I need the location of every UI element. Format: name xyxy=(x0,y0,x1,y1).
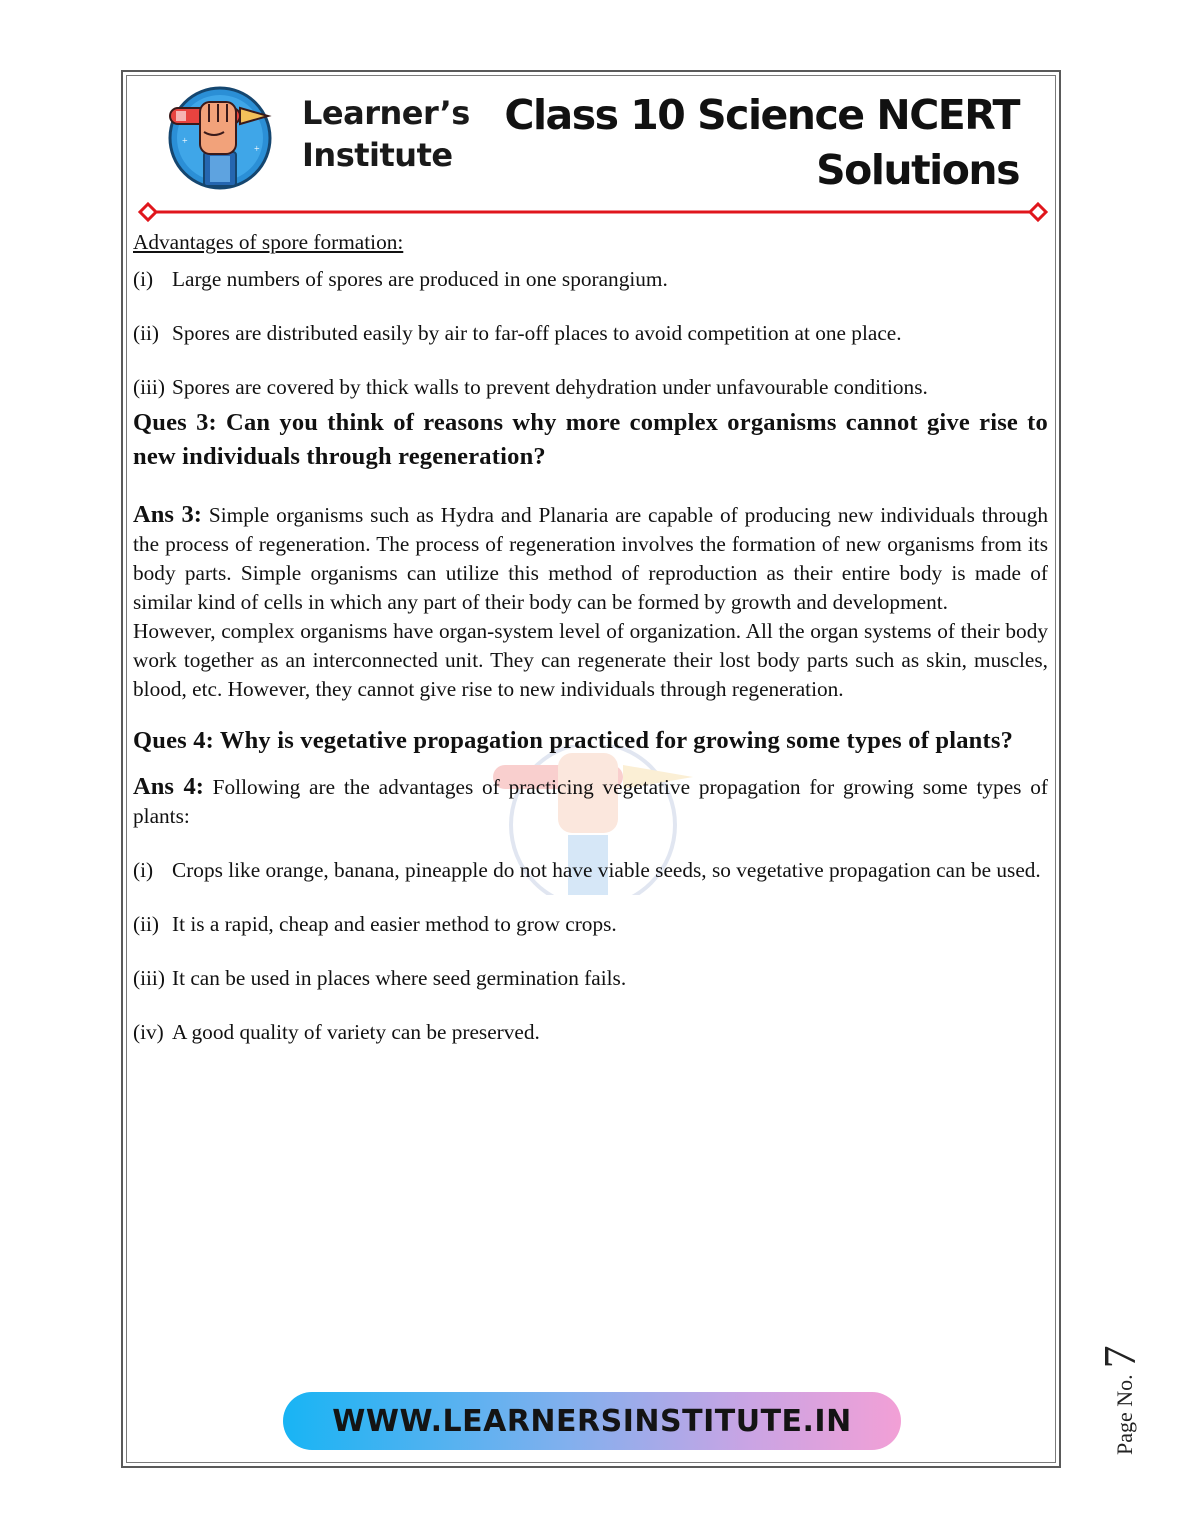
answer-3-paragraph-1 xyxy=(133,500,1048,617)
list-item-number: (i) xyxy=(133,858,154,882)
list-item xyxy=(133,265,1048,294)
brand-line-2: Institute xyxy=(302,136,453,174)
question-3: Ques 3: Can you think of reasons why more complex organisms cannot give rise to new individuals through regeneration? xyxy=(133,409,1048,470)
answer-4-intro xyxy=(133,772,1048,831)
list-item-number: (ii) xyxy=(133,321,160,345)
list-item-text: Large numbers of spores are produced in one sporangium. xyxy=(172,267,668,291)
list-item xyxy=(133,910,1048,939)
answer-4-label: Ans 4: xyxy=(133,773,204,800)
list-item-number: (iii) xyxy=(133,375,165,399)
list-item-text: It can be used in places where seed germination fails. xyxy=(172,966,627,990)
page-title-line-1: Class 10 Science NCERT xyxy=(504,91,1019,139)
list-item xyxy=(133,373,1048,402)
list-item-text: Crops like orange, banana, pineapple do not have viable seeds, so vegetative propagation can be used. xyxy=(172,858,1041,882)
answer-4-text: Following are the advantages of practicing vegetative propagation for growing some types of plants: xyxy=(133,775,1048,828)
header-divider xyxy=(137,201,1049,223)
website-link[interactable]: WWW.LEARNERSINSTITUTE.IN xyxy=(283,1392,901,1450)
list-item-text: Spores are covered by thick walls to prevent dehydration under unfavourable conditions. xyxy=(172,375,928,399)
page-number-value: 7 xyxy=(1094,1345,1145,1369)
learners-institute-logo xyxy=(160,82,280,190)
list-item-number: (iii) xyxy=(133,966,165,990)
answer-3-paragraph-2: However, complex organisms have organ-system level of organization. All the organ systems of their body work together as an interconnected unit. They can regenerate their lost body parts such as skin, muscles, blood, etc. However, they cannot give rise to new individuals through regeneration. xyxy=(133,619,1048,701)
list-item-text: Spores are distributed easily by air to far-off places to avoid competition at one place. xyxy=(172,321,902,345)
svg-text:+: + xyxy=(182,136,188,147)
question-4: Ques 4: Why is vegetative propagation practiced for growing some types of plants? xyxy=(133,727,1014,754)
answer-3-text: Simple organisms such as Hydra and Planaria are capable of producing new individuals through the process of regeneration. The process of regeneration involves the formation of new organisms from its body parts. Simple organisms can utilize this method of reproduction as their entire body is made of similar kind of cells in which any part of their body can be formed by growth and development. xyxy=(133,503,1049,614)
page-content xyxy=(133,228,1048,1072)
list-item xyxy=(133,319,1048,348)
section-heading-spore-advantages: Advantages of spore formation: xyxy=(133,230,404,254)
answer-3-label: Ans 3: xyxy=(133,501,202,528)
brand-name xyxy=(302,92,470,176)
list-item-text: It is a rapid, cheap and easier method to grow crops. xyxy=(172,912,617,936)
page-number xyxy=(1093,1340,1145,1460)
list-item xyxy=(133,856,1048,885)
list-item xyxy=(133,1018,1048,1047)
page-number-label: Page No. xyxy=(1112,1374,1137,1455)
page-title xyxy=(504,88,1019,198)
list-item xyxy=(133,964,1048,993)
list-item-number: (iv) xyxy=(133,1020,164,1044)
svg-text:+: + xyxy=(254,144,260,155)
brand-line-1: Learner’s xyxy=(302,94,470,132)
list-item-number: (i) xyxy=(133,267,154,291)
page-title-line-2: Solutions xyxy=(816,146,1019,194)
list-item-number: (ii) xyxy=(133,912,160,936)
list-item-text: A good quality of variety can be preserved. xyxy=(172,1020,540,1044)
